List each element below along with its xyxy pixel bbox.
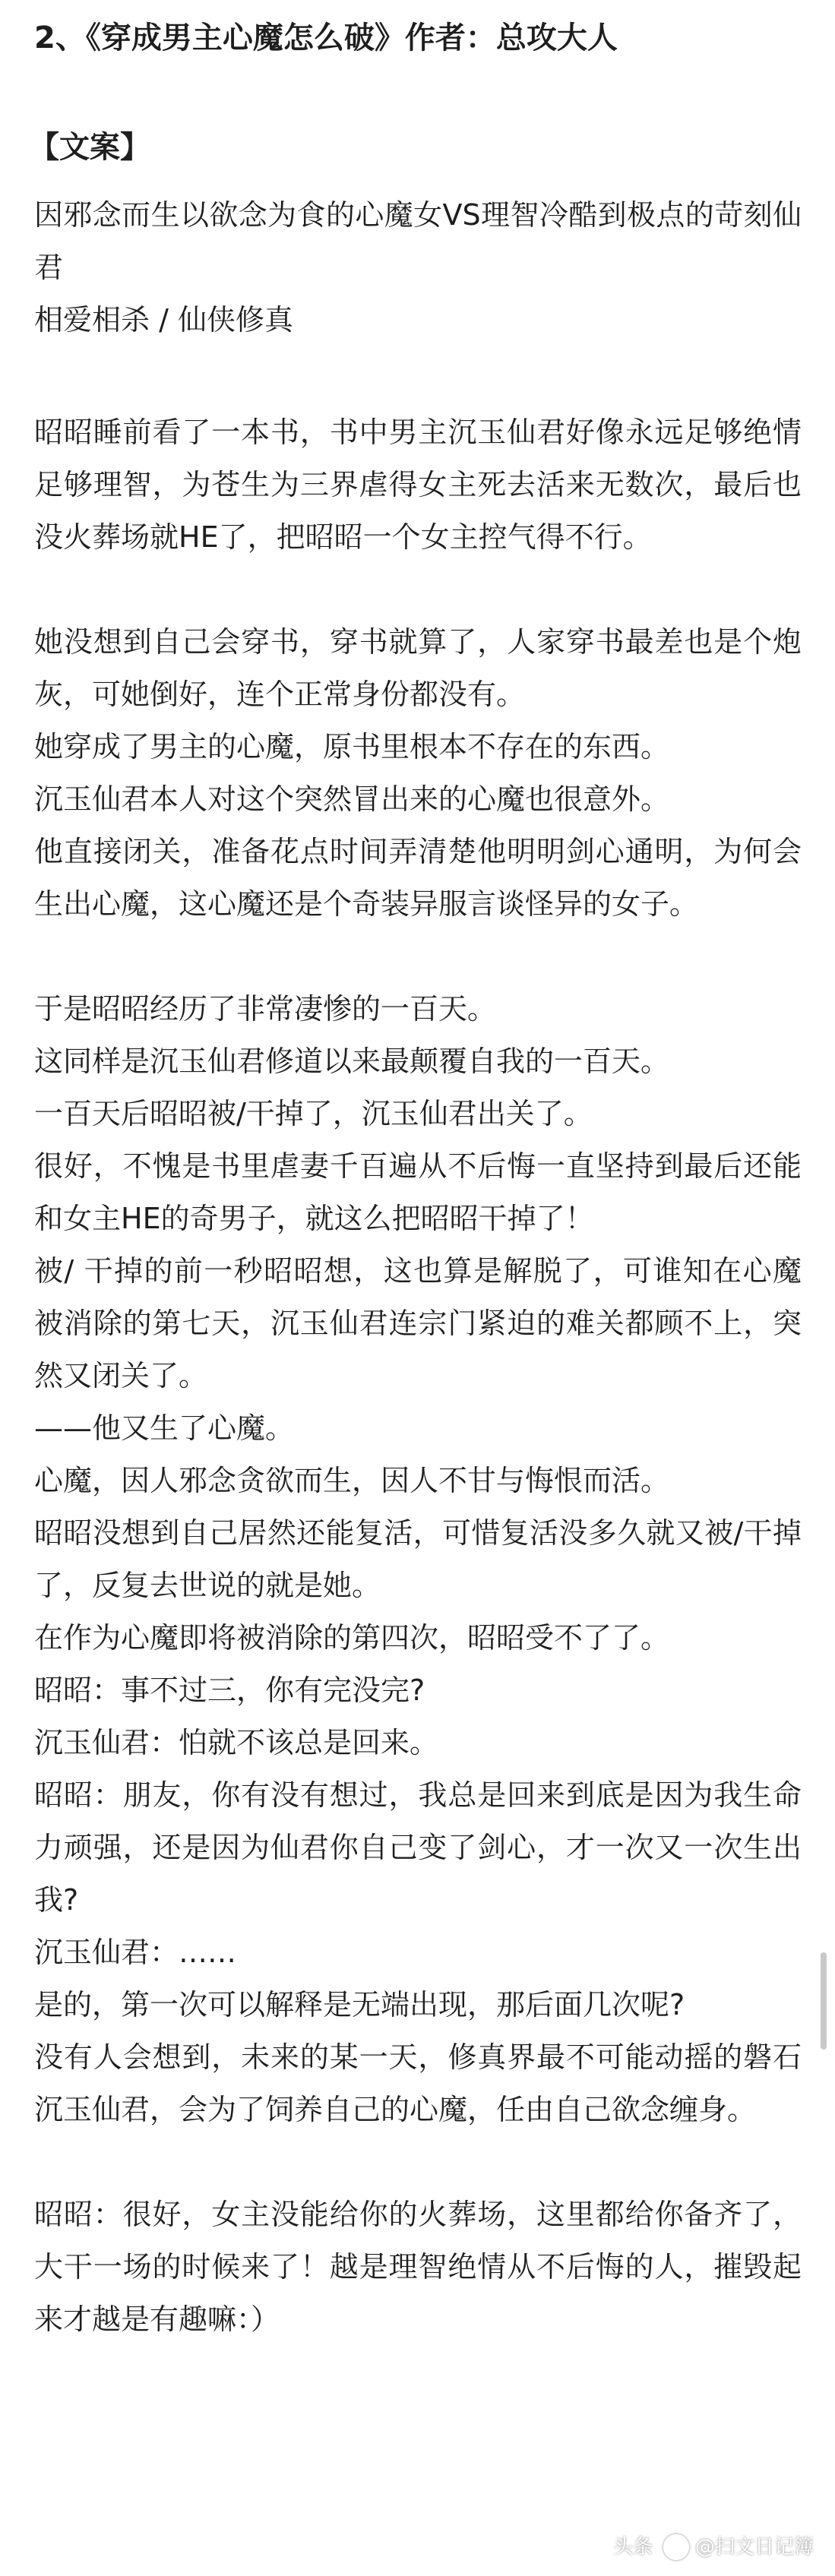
watermark-account: @扫文日记簿 [694, 2536, 814, 2559]
paragraph: 心魔，因人邪念贪欲而生，因人不甘与悔恨而活。 [34, 1464, 670, 1497]
paragraph: 她没想到自己会穿书，穿书就算了，人家穿书最差也是个炮灰，可她倒好，连个正常身份都没有。 [34, 625, 802, 711]
paragraph: 这同样是沉玉仙君修道以来最颠覆自我的一百天。 [34, 1045, 670, 1078]
paragraph: 很好，不愧是书里虐妻千百遍从不后悔一直坚持到最后还能和女主HE的奇男子，就这么把昭昭干掉了！ [34, 1149, 802, 1235]
book-title: 2、《穿成男主心魔怎么破》作者：总攻大人 [34, 21, 618, 55]
dialogue-line: 昭昭：朋友，你有没有想过，我总是回来到底是因为我生命力顽强，还是因为仙君你自己变了剑心，才一次又一次生出我? [34, 1778, 802, 1917]
dialogue-line: 沉玉仙君：怕就不该总是回来。 [34, 1726, 439, 1759]
paragraph: 是的，第一次可以解释是无端出现，那后面几次呢? [34, 1988, 685, 2021]
paragraph: 于是昭昭经历了非常凄惨的一百天。 [34, 992, 497, 1026]
paragraph: 昭昭睡前看了一本书，书中男主沉玉仙君好像永远足够绝情足够理智，为苍生为三界虐得女主死去活来无数次，最后也没火葬场就HE了，把昭昭一个女主控气得不行。 [34, 416, 802, 554]
dialogue-line: 沉玉仙君：…… [34, 1936, 237, 1969]
paragraph: 一百天后昭昭被/干掉了，沉玉仙君出关了。 [34, 1097, 593, 1130]
dialogue-line: 昭昭：很好，女主没能给你的火葬场，这里都给你备齐了，大干一场的时候来了！越是理智绝情从不后悔的人，摧毁起来才越是有趣嘛：） [34, 2198, 802, 2336]
paragraph: 她穿成了男主的心魔，原书里根本不存在的东西。 [34, 730, 670, 763]
paragraph: 沉玉仙君本人对这个突然冒出来的心魔也很意外。 [34, 782, 670, 816]
watermark [613, 2532, 814, 2562]
watermark-brand: 头条 [612, 2536, 653, 2559]
tagline: 因邪念而生以欲念为食的心魔女VS理智冷酷到极点的苛刻仙君 [34, 198, 802, 284]
scrollbar-thumb[interactable] [821, 1952, 827, 2050]
paragraph: 被/ 干掉的前一秒昭昭想，这也算是解脱了，可谁知在心魔被消除的第七天，沉玉仙君连宗门紧迫的难关都顾不上，突然又闭关了。 [34, 1254, 802, 1392]
genre-tags: 相爱相杀 / 仙侠修真 [34, 303, 293, 337]
paragraph: 没有人会想到，未来的某一天，修真界最不可能动摇的磐石沉玉仙君，会为了饲养自己的心魔，任由自己欲念缠身。 [34, 2040, 802, 2126]
paragraph: 昭昭没想到自己居然还能复活，可惜复活没多久就又被/干掉了，反复去世说的就是她。 [34, 1516, 802, 1602]
notebook-icon [663, 2534, 689, 2560]
paragraph: 他直接闭关，准备花点时间弄清楚他明明剑心通明，为何会生出心魔，这心魔还是个奇装异服言谈怪异的女子。 [34, 835, 802, 921]
paragraph: ——他又生了心魔。 [34, 1411, 295, 1445]
paragraph: 在作为心魔即将被消除的第四次，昭昭受不了了。 [34, 1621, 670, 1655]
section-header: 【文案】 [29, 130, 150, 165]
dialogue-line: 昭昭：事不过三，你有完没完? [34, 1674, 425, 1707]
